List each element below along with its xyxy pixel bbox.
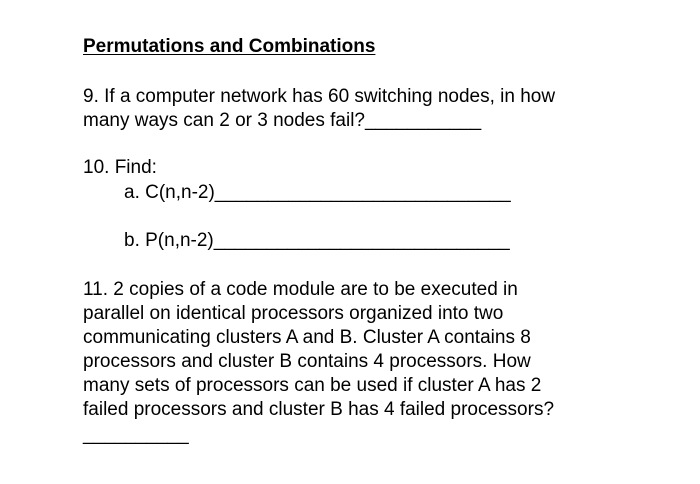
question-9-line-2: many ways can 2 or 3 nodes fail?___________ [83,110,482,131]
question-11-line-3: communicating clusters A and B. Cluster A contains 8 [83,327,531,348]
question-10-part-a: a. C(n,n-2)____________________________ [124,182,511,203]
page-title: Permutations and Combinations [83,36,376,57]
question-9-line-1: 9. If a computer network has 60 switching nodes, in how [83,86,556,107]
question-10-heading: 10. Find: [83,157,157,178]
question-11-answer-blank: __________ [83,424,189,445]
question-10-part-b: b. P(n,n-2)____________________________ [124,230,510,251]
question-11-line-2: parallel on identical processors organized into two [83,303,504,324]
question-11-line-1: 11. 2 copies of a code module are to be executed in [83,279,518,300]
question-11-line-5: many sets of processors can be used if cluster A has 2 [83,375,542,396]
question-11-line-6: failed processors and cluster B has 4 failed processors? [83,399,555,420]
question-11-line-4: processors and cluster B contains 4 processors. How [83,351,531,372]
